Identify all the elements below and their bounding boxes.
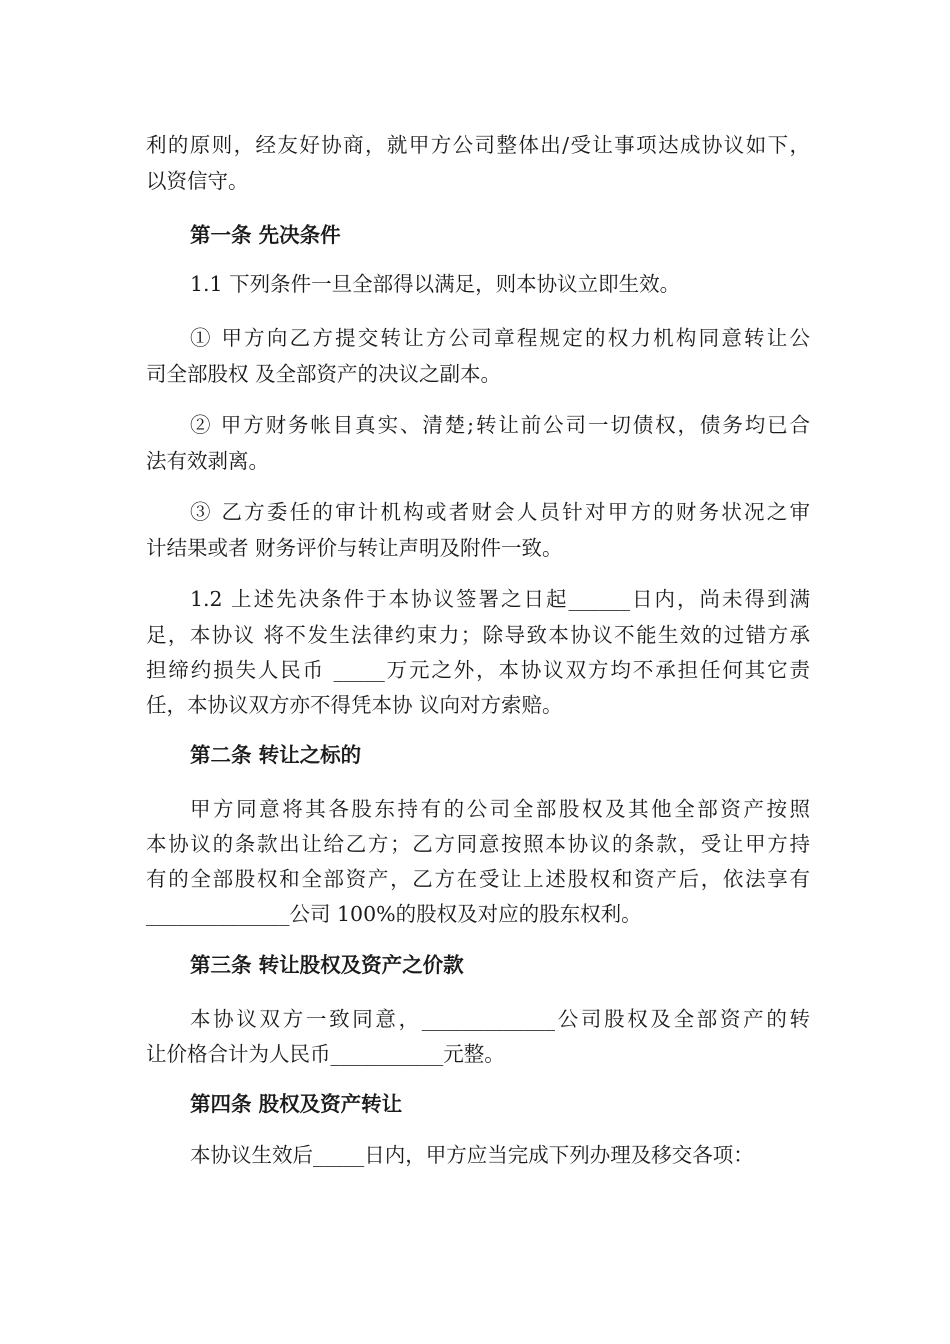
section-2-line: 有的全部股权和全部资产，乙方在受让上述股权和资产后，依法享有 <box>146 867 810 891</box>
section-3-line: 本协议双方一致同意，_____________公司股权及全部资产的转 <box>190 1007 810 1031</box>
condition-3-line: ③ 乙方委任的审计机构或者财会人员针对甲方的财务状况之审 <box>190 500 810 524</box>
paragraph-line: 以资信守。 <box>146 169 249 193</box>
section-2-line: ______________公司 100%的股权及对应的股东权利。 <box>146 902 642 926</box>
clause-1-2-line: 任，本协议双方亦不得凭本协 议向对方索赔。 <box>146 693 563 717</box>
section-2-line: 本协议的条款出让给乙方；乙方同意按照本协议的条款，受让甲方持 <box>146 832 810 856</box>
section-3-line: 让价格合计为人民币___________元整。 <box>146 1042 505 1066</box>
clause-1-1: 1.1 下列条件一旦全部得以满足，则本协议立即生效。 <box>190 272 681 296</box>
clause-1-2-line: 担缔约损失人民币 _____万元之外，本协议双方均不承担任何其它责 <box>146 658 810 682</box>
condition-2-line: ② 甲方财务帐目真实、清楚;转让前公司一切债权，债务均已合 <box>190 413 810 437</box>
paragraph-line: 利的原则，经友好协商，就甲方公司整体出/受让事项达成协议如下， <box>146 133 810 157</box>
clause-1-2-line: 1.2 上述先决条件于本协议签署之日起______日内，尚未得到满 <box>190 587 810 611</box>
condition-1-line: 司全部股权 及全部资产的决议之副本。 <box>146 362 502 386</box>
condition-3-line: 计结果或者 财务评价与转让声明及附件一致。 <box>146 536 563 560</box>
section-heading-2: 第二条 转让之标的 <box>190 743 362 767</box>
condition-2-line: 法有效剥离。 <box>146 449 269 473</box>
clause-1-2-line: 足，本协议 将不发生法律约束力；除导致本协议不能生效的过错方承 <box>146 623 810 647</box>
section-heading-1: 第一条 先决条件 <box>190 223 341 247</box>
condition-1-line: ① 甲方向乙方提交转让方公司章程规定的权力机构同意转让公 <box>190 326 810 350</box>
section-heading-4: 第四条 股权及资产转让 <box>190 1092 403 1116</box>
section-4-line: 本协议生效后_____日内，甲方应当完成下列办理及移交各项： <box>190 1143 754 1167</box>
section-heading-3: 第三条 转让股权及资产之价款 <box>190 953 464 977</box>
section-2-line: 甲方同意将其各股东持有的公司全部股权及其他全部资产按照 <box>190 797 810 821</box>
